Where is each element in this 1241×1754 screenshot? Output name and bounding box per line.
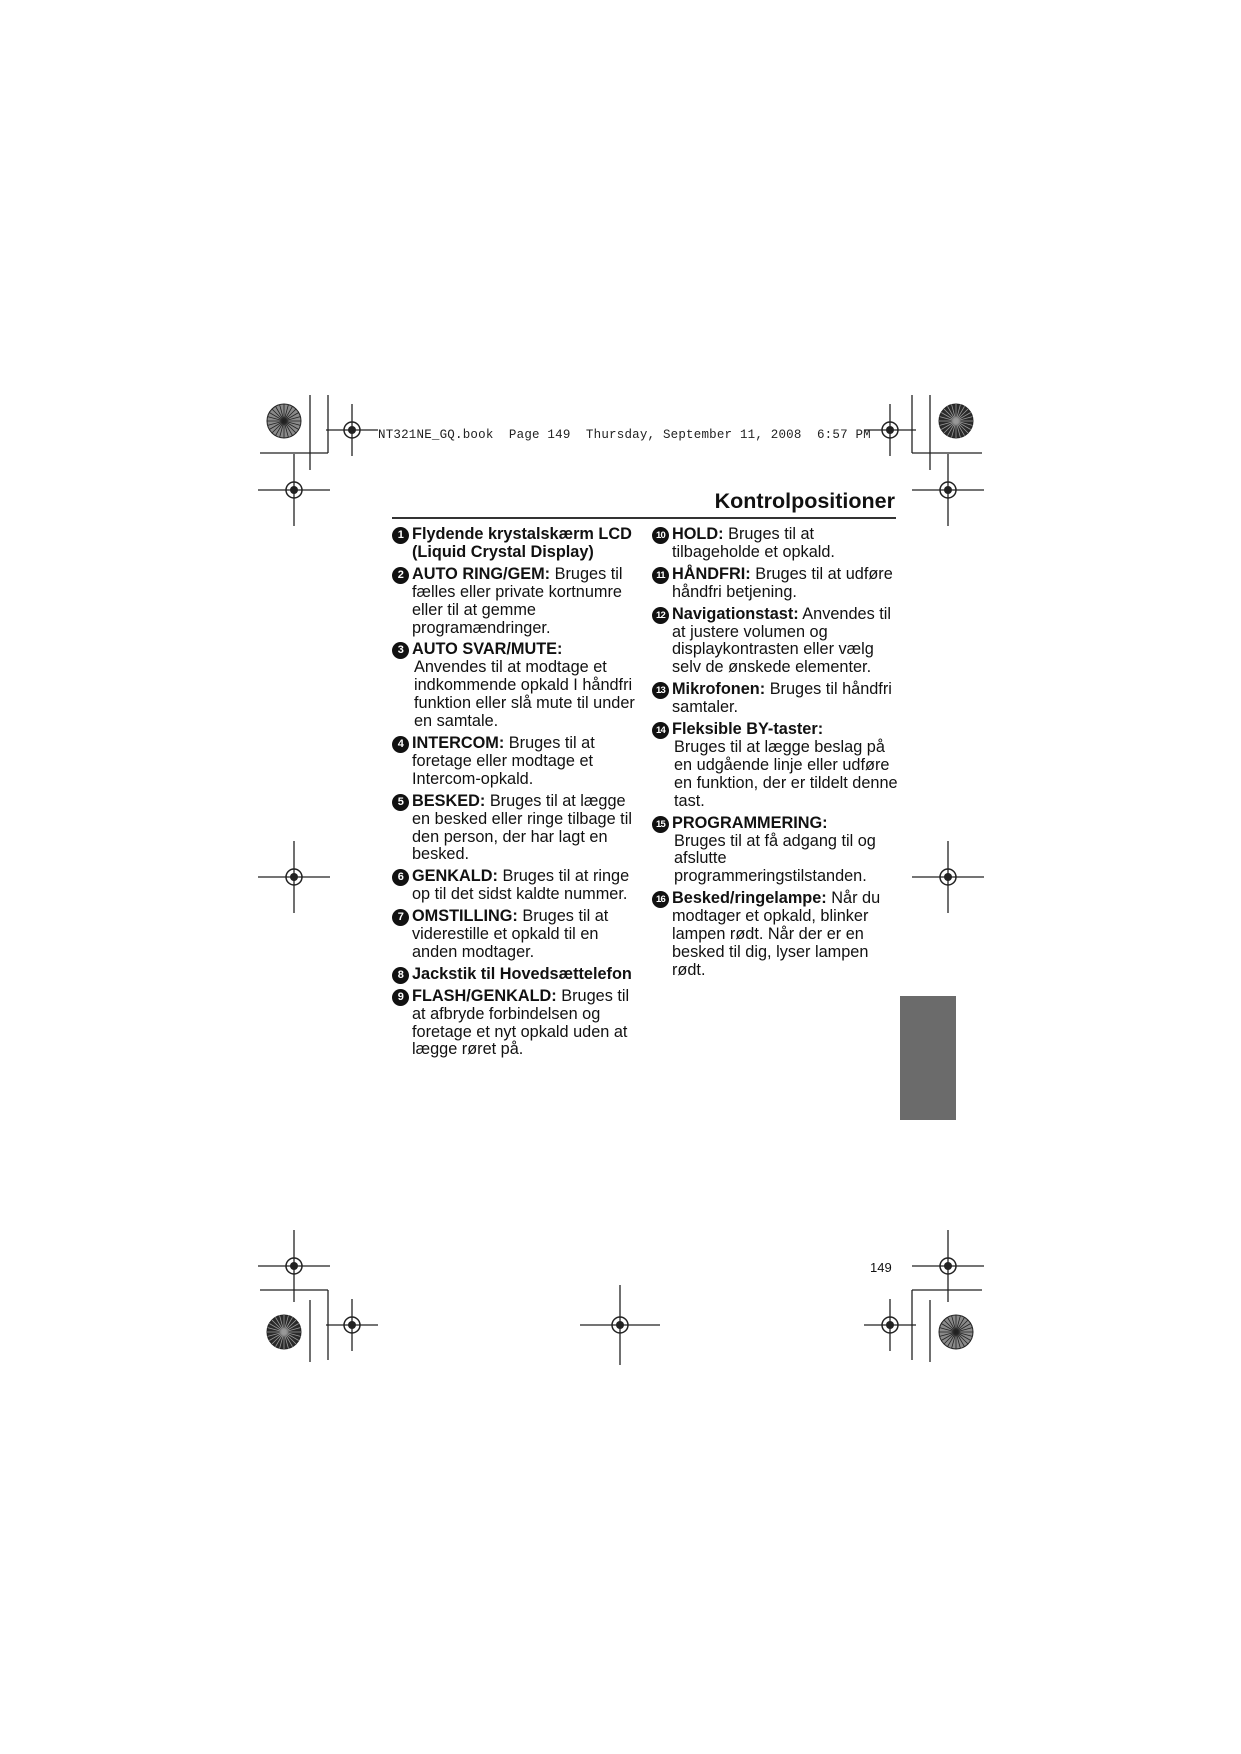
number-badge-15: 15 xyxy=(652,816,669,833)
list-item xyxy=(392,566,642,638)
number-badge-13: 13 xyxy=(652,682,669,699)
list-item xyxy=(392,641,642,731)
item-label: OMSTILLING: xyxy=(412,907,518,926)
list-item xyxy=(392,735,642,789)
page-number: 149 xyxy=(870,1260,892,1275)
list-item xyxy=(652,890,900,980)
number-badge-10: 10 xyxy=(652,527,669,544)
registration-target-dot xyxy=(348,1321,356,1329)
item-description: Bruges til at lægge beslag på en udgående linje eller udføre en funktion, der er tildelt denne tast. xyxy=(674,737,898,810)
title-underline xyxy=(392,517,896,519)
number-badge-2: 2 xyxy=(392,567,409,584)
item-label: PROGRAMMERING: xyxy=(672,813,828,832)
item-description: Bruges til at tilbageholde et opkald. xyxy=(672,525,835,561)
item-description: Bruges til håndfri samtaler. xyxy=(672,680,892,717)
item-label: INTERCOM: xyxy=(412,733,505,752)
item-label: HÅNDFRI: xyxy=(672,564,751,583)
number-badge-1: 1 xyxy=(392,527,409,544)
item-label: Jackstik til Hovedsættelefon xyxy=(412,964,632,983)
item-description: Bruges til at udføre håndfri betjening. xyxy=(672,564,893,601)
page-title: Kontrolpositioner xyxy=(714,489,895,513)
controls-list-left xyxy=(392,526,642,1063)
item-label: Besked/ringelampe: xyxy=(672,889,827,908)
list-item xyxy=(652,681,900,717)
item-description: Bruges til at afbryde forbindelsen og foretage et nyt opkald uden at lægge røret på. xyxy=(412,986,630,1059)
item-label: AUTO SVAR/MUTE: xyxy=(412,640,563,659)
item-description: Bruges til at lægge en besked eller ringe tilbage til den person, der har lagt en besked. xyxy=(412,791,632,864)
registration-target-dot xyxy=(944,1262,952,1270)
section-thumb-tab xyxy=(900,996,956,1120)
list-item xyxy=(392,988,642,1060)
registration-target-dot xyxy=(886,1321,894,1329)
item-label: Flydende krystalskærm LCD (Liquid Crystal Display) xyxy=(412,525,632,561)
registration-target-dot xyxy=(886,426,894,434)
item-label: Navigationstast: xyxy=(672,604,799,623)
item-description: Anvendes til at justere volumen og displaykontrasten eller vælg selv de ønskede elementer. xyxy=(672,604,891,677)
item-label: AUTO RING/GEM: xyxy=(412,564,551,583)
number-badge-12: 12 xyxy=(652,607,669,624)
book-info-header: NT321NE_GQ.book Page 149 Thursday, September 11, 2008 6:57 PM xyxy=(378,428,871,442)
number-badge-16: 16 xyxy=(652,891,669,908)
registration-target-dot xyxy=(944,486,952,494)
list-item xyxy=(652,526,900,562)
item-label: Fleksible BY-taster: xyxy=(672,720,824,739)
number-badge-6: 6 xyxy=(392,869,409,886)
number-badge-7: 7 xyxy=(392,909,409,926)
item-label: Mikrofonen: xyxy=(672,680,766,699)
number-badge-3: 3 xyxy=(392,642,409,659)
registration-target-dot xyxy=(290,873,298,881)
number-badge-5: 5 xyxy=(392,794,409,811)
item-description: Bruges til at ringe op til det sidst kaldte nummer. xyxy=(412,867,630,904)
registration-target-dot xyxy=(348,426,356,434)
number-badge-4: 4 xyxy=(392,736,409,753)
registration-target-dot xyxy=(290,486,298,494)
item-description: Bruges til at få adgang til og afslutte programmeringstilstanden. xyxy=(674,831,876,886)
item-label: HOLD: xyxy=(672,525,724,543)
item-label: FLASH/GENKALD: xyxy=(412,986,557,1005)
item-label: GENKALD: xyxy=(412,867,498,886)
list-item xyxy=(392,868,642,904)
list-item xyxy=(392,966,642,984)
number-badge-8: 8 xyxy=(392,967,409,984)
item-description: Anvendes til at modtage et indkommende opkald I håndfri funktion eller slå mute til under en samtale. xyxy=(414,658,635,731)
item-description: Bruges til fælles eller private kortnumre eller til at gemme programændringer. xyxy=(412,564,623,637)
controls-list-right xyxy=(652,526,900,984)
list-item xyxy=(392,526,642,562)
number-badge-14: 14 xyxy=(652,722,669,739)
list-item xyxy=(392,908,642,962)
registration-target-dot xyxy=(944,873,952,881)
list-item xyxy=(652,606,900,678)
item-description: Bruges til at foretage eller modtage et Intercom-opkald. xyxy=(412,733,595,788)
item-description: Når du modtager et opkald, blinker lampen rødt. Når der er en besked til dig, lyser lampen rødt. xyxy=(672,889,881,979)
list-item xyxy=(652,566,900,602)
item-description: Bruges til at viderestille et opkald til en anden modtager. xyxy=(412,907,609,961)
list-item xyxy=(652,721,900,811)
number-badge-9: 9 xyxy=(392,989,409,1006)
item-label: BESKED: xyxy=(412,791,486,810)
registration-target-dot xyxy=(290,1262,298,1270)
list-item xyxy=(652,815,900,887)
registration-target-dot xyxy=(616,1321,624,1329)
list-item xyxy=(392,793,642,865)
number-badge-11: 11 xyxy=(652,567,669,584)
